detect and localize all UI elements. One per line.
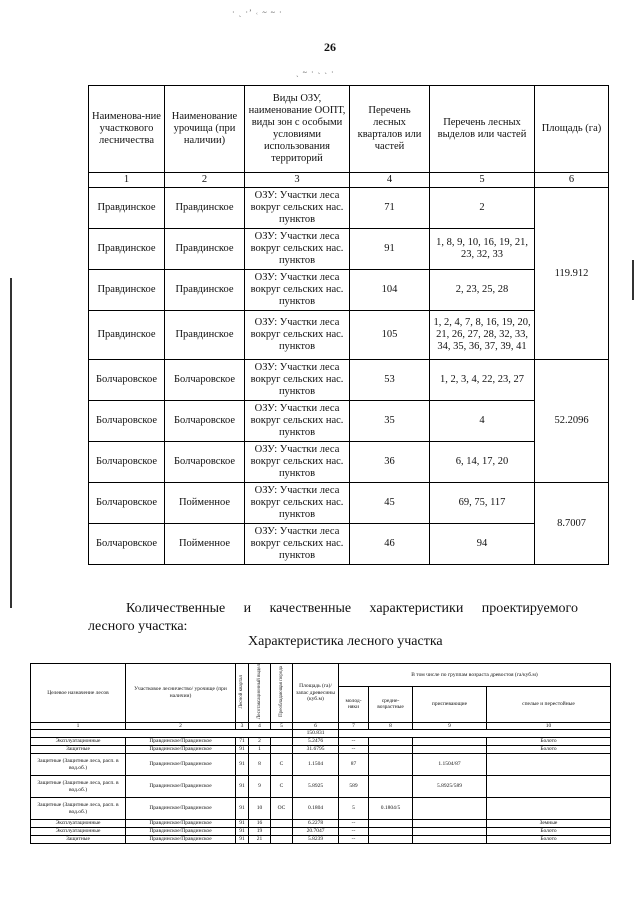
- margin-mark-left: [10, 278, 12, 608]
- cell-tract: Болчаровское: [165, 360, 245, 401]
- cell-tract: Правдинское/Правдинское: [126, 820, 236, 828]
- cell-quarter: 46: [350, 524, 430, 565]
- cell-mature: [487, 798, 611, 820]
- cell-mature: Болото: [487, 836, 611, 844]
- cell-ozu: ОЗУ: Участки леса вокруг сельских нас. пунктов: [245, 360, 350, 401]
- column-numbers-row: [89, 173, 609, 188]
- scan-noise-top: · ˎ ·ʼ ˓ ~ ~ ·: [232, 8, 283, 17]
- paragraph-word: и: [243, 601, 252, 616]
- cell-area: 6.2278: [293, 820, 339, 828]
- cell-middle: [369, 828, 413, 836]
- cell-young: --: [339, 828, 369, 836]
- table-row: [31, 738, 611, 746]
- col-number: 6: [293, 722, 339, 730]
- cell-tract: Болчаровское: [165, 401, 245, 442]
- table-row: [89, 401, 609, 442]
- cell-middle: [369, 746, 413, 754]
- cell-ripening: [413, 738, 487, 746]
- page-number: 26: [324, 40, 336, 54]
- cell-plot: 19: [249, 828, 271, 836]
- cell-middle: [369, 820, 413, 828]
- sh-ripening: приспевающие: [413, 686, 487, 722]
- section-heading: Характеристика лесного участка: [248, 634, 443, 649]
- col-number: 10: [487, 722, 611, 730]
- cell-quarter: 36: [350, 442, 430, 483]
- cell-tract: Правдинское: [165, 311, 245, 360]
- cell-young: --: [339, 820, 369, 828]
- cell-young: 87: [339, 754, 369, 776]
- header-plots: Перечень лесных выделов или частей: [430, 86, 535, 173]
- paragraph-word: характеристики: [369, 601, 464, 616]
- cell-ozu: ОЗУ: Участки леса вокруг сельских нас. пунктов: [245, 442, 350, 483]
- cell-ripening: 1.1504/87: [413, 754, 487, 776]
- header-area: Площадь (га): [535, 86, 609, 173]
- total-spacer: [339, 730, 611, 738]
- col-number: 4: [249, 722, 271, 730]
- cell-purpose: Эксплуатационные: [31, 828, 126, 836]
- cell-area: 8.7007: [535, 483, 609, 565]
- cell-forestry: Болчаровское: [89, 483, 165, 524]
- cell-area: 5.2476: [293, 738, 339, 746]
- col-number: 3: [236, 722, 249, 730]
- cell-mature: Болото: [487, 738, 611, 746]
- small-header-row: [31, 664, 611, 687]
- cell-species: С: [271, 776, 293, 798]
- cell-plots: 94: [430, 524, 535, 565]
- sh-young: молод-няки: [339, 686, 369, 722]
- cell-quarter: 71: [350, 188, 430, 229]
- header-ozu: Виды ОЗУ, наименование ООПТ, виды зон с особыми условиями использования территорий: [245, 86, 350, 173]
- cell-ozu: ОЗУ: Участки леса вокруг сельских нас. пунктов: [245, 229, 350, 270]
- cell-plot: 2: [249, 738, 271, 746]
- header-row: [89, 86, 609, 173]
- cell-plots: 69, 75, 117: [430, 483, 535, 524]
- table-row: [31, 820, 611, 828]
- col-number: 9: [413, 722, 487, 730]
- table-row: [89, 311, 609, 360]
- cell-ozu: ОЗУ: Участки леса вокруг сельских нас. пунктов: [245, 483, 350, 524]
- cell-ripening: [413, 828, 487, 836]
- cell-ripening: 5.8925/589: [413, 776, 487, 798]
- header-quarters: Перечень лесных кварталов или частей: [350, 86, 430, 173]
- cell-young: --: [339, 738, 369, 746]
- table-row: [89, 442, 609, 483]
- cell-tract: Правдинское/Правдинское: [126, 798, 236, 820]
- table-row: [89, 270, 609, 311]
- cell-quarter: 91: [236, 776, 249, 798]
- cell-plot: 16: [249, 820, 271, 828]
- table-row: [31, 828, 611, 836]
- sh-middle: средне-возрастные: [369, 686, 413, 722]
- cell-tract: Пойменное: [165, 524, 245, 565]
- cell-quarter: 105: [350, 311, 430, 360]
- cell-quarter: 91: [236, 754, 249, 776]
- table-row: [89, 188, 609, 229]
- scan-noise-sub: ˎ ~ · ˴ ˴ ·: [296, 68, 335, 77]
- cell-ripening: [413, 820, 487, 828]
- cell-ripening: [413, 836, 487, 844]
- cell-quarter: 91: [350, 229, 430, 270]
- margin-mark-right: [632, 260, 634, 300]
- cell-forestry: Болчаровское: [89, 360, 165, 401]
- cell-area: 31.6795: [293, 746, 339, 754]
- col-number: 5: [271, 722, 293, 730]
- cell-area: 20.7047: [293, 828, 339, 836]
- table-row: [89, 229, 609, 270]
- cell-plot: 1: [249, 746, 271, 754]
- paragraph-word: Количественные: [126, 601, 226, 616]
- sh-purpose: Целевое назначение лесов: [31, 664, 126, 723]
- paragraph-line-2: лесного участка:: [88, 619, 188, 634]
- cell-area: 52.2096: [535, 360, 609, 483]
- cell-plots: 4: [430, 401, 535, 442]
- cell-quarter: 91: [236, 836, 249, 844]
- cell-plots: 1, 8, 9, 10, 16, 19, 21, 23, 32, 33: [430, 229, 535, 270]
- cell-species: С: [271, 754, 293, 776]
- paragraph-word: проектируемого: [481, 601, 578, 616]
- cell-plot: 10: [249, 798, 271, 820]
- cell-ripening: [413, 798, 487, 820]
- sh-tract: Участковое лесничество/ урочище (при наличии): [126, 664, 236, 723]
- cell-tract: Правдинское/Правдинское: [126, 836, 236, 844]
- cell-purpose: Защитные (Защитные леса, расп. в вод.об.): [31, 754, 126, 776]
- cell-species: [271, 820, 293, 828]
- cell-forestry: Болчаровское: [89, 524, 165, 565]
- cell-plot: 9: [249, 776, 271, 798]
- cell-ripening: [413, 746, 487, 754]
- paragraph-line-1: [126, 601, 578, 617]
- table-row: [89, 360, 609, 401]
- cell-ozu: ОЗУ: Участки леса вокруг сельских нас. пунктов: [245, 401, 350, 442]
- table-row: [31, 776, 611, 798]
- col-number: 1: [31, 722, 126, 730]
- header-tract: Наименование урочища (при наличии): [165, 86, 245, 173]
- cell-mature: Земные: [487, 820, 611, 828]
- cell-tract: Правдинское/Правдинское: [126, 746, 236, 754]
- cell-young: 5: [339, 798, 369, 820]
- small-col-numbers: [31, 722, 611, 730]
- sh-area: Площадь (га)/запас древесины (куб.м): [293, 664, 339, 723]
- cell-purpose: Защитные (Защитные леса, расп. в вод.об.): [31, 776, 126, 798]
- cell-quarter: 91: [236, 798, 249, 820]
- cell-tract: Пойменное: [165, 483, 245, 524]
- cell-tract: Болчаровское: [165, 442, 245, 483]
- cell-area: 5.8925: [293, 776, 339, 798]
- cell-quarter: 91: [236, 820, 249, 828]
- cell-tract: Правдинское/Правдинское: [126, 738, 236, 746]
- cell-plots: 1, 2, 3, 4, 22, 23, 27: [430, 360, 535, 401]
- col-number: 3: [245, 173, 350, 188]
- col-number: 2: [126, 722, 236, 730]
- cell-forestry: Болчаровское: [89, 401, 165, 442]
- cell-mature: Болото: [487, 828, 611, 836]
- cell-forestry: Правдинское: [89, 311, 165, 360]
- table-row: [31, 754, 611, 776]
- cell-plots: 2, 23, 25, 28: [430, 270, 535, 311]
- sh-mature: спелые и перестойные: [487, 686, 611, 722]
- cell-mature: [487, 776, 611, 798]
- cell-plots: 2: [430, 188, 535, 229]
- cell-plots: 6, 14, 17, 20: [430, 442, 535, 483]
- cell-ozu: ОЗУ: Участки леса вокруг сельских нас. пунктов: [245, 311, 350, 360]
- cell-species: [271, 828, 293, 836]
- cell-area: 0.1804: [293, 798, 339, 820]
- sh-species-label: Преобладающая порода: [278, 666, 284, 717]
- cell-quarter: 91: [236, 746, 249, 754]
- cell-middle: [369, 776, 413, 798]
- cell-plots: 1, 2, 4, 7, 8, 16, 19, 20, 21, 26, 27, 28, 32, 33, 34, 35, 36, 37, 39, 41: [430, 311, 535, 360]
- sh-plot: [249, 664, 271, 723]
- cell-mature: [487, 754, 611, 776]
- cell-tract: Правдинское: [165, 188, 245, 229]
- total-spacer: [31, 730, 293, 738]
- sh-quarter-label: Лесной квартал: [239, 674, 245, 709]
- cell-plot: 21: [249, 836, 271, 844]
- cell-area: 119.912: [535, 188, 609, 360]
- cell-plot: 8: [249, 754, 271, 776]
- cell-quarter: 35: [350, 401, 430, 442]
- table-row: [31, 798, 611, 820]
- header-forestry: Наименова-ние участкового лесничества: [89, 86, 165, 173]
- sh-quarter: [236, 664, 249, 723]
- cell-area: 1.1504: [293, 754, 339, 776]
- total-area: 150.831: [293, 730, 339, 738]
- col-number: 4: [350, 173, 430, 188]
- table-row: [31, 746, 611, 754]
- col-number: 1: [89, 173, 165, 188]
- cell-ozu: ОЗУ: Участки леса вокруг сельских нас. пунктов: [245, 270, 350, 311]
- cell-forestry: Болчаровское: [89, 442, 165, 483]
- cell-forestry: Правдинское: [89, 229, 165, 270]
- table-row: [89, 524, 609, 565]
- col-number: 7: [339, 722, 369, 730]
- cell-tract: Правдинское/Правдинское: [126, 776, 236, 798]
- cell-species: [271, 836, 293, 844]
- cell-species: ОС: [271, 798, 293, 820]
- cell-young: --: [339, 836, 369, 844]
- cell-tract: Правдинское/Правдинское: [126, 754, 236, 776]
- cell-mature: Болото: [487, 746, 611, 754]
- characteristics-table: [30, 663, 611, 844]
- cell-quarter: 91: [236, 828, 249, 836]
- table-row: [89, 483, 609, 524]
- paragraph-word: качественные: [269, 601, 352, 616]
- cell-middle: [369, 836, 413, 844]
- table-row: [31, 836, 611, 844]
- cell-quarter: 53: [350, 360, 430, 401]
- cell-quarter: 71: [236, 738, 249, 746]
- sh-group: В том числе по группам возраста древостоя (га/куб.м): [339, 664, 611, 687]
- cell-species: [271, 738, 293, 746]
- cell-species: [271, 746, 293, 754]
- small-total-row: [31, 730, 611, 738]
- cell-middle: 0.1804/5: [369, 798, 413, 820]
- col-number: 5: [430, 173, 535, 188]
- sh-plot-label: Лесотаксационный выдел: [256, 664, 262, 720]
- cell-ozu: ОЗУ: Участки леса вокруг сельских нас. пунктов: [245, 188, 350, 229]
- cell-tract: Правдинское: [165, 229, 245, 270]
- sh-species: [271, 664, 293, 723]
- cell-purpose: Эксплуатационные: [31, 820, 126, 828]
- cell-forestry: Правдинское: [89, 188, 165, 229]
- col-number: 2: [165, 173, 245, 188]
- col-number: 8: [369, 722, 413, 730]
- cell-purpose: Защитные: [31, 746, 126, 754]
- cell-middle: [369, 738, 413, 746]
- cell-middle: [369, 754, 413, 776]
- cell-quarter: 45: [350, 483, 430, 524]
- cell-forestry: Правдинское: [89, 270, 165, 311]
- cell-ozu: ОЗУ: Участки леса вокруг сельских нас. пунктов: [245, 524, 350, 565]
- cell-purpose: Защитные (Защитные леса, расп. в вод.об.): [31, 798, 126, 820]
- cell-tract: Правдинское/Правдинское: [126, 828, 236, 836]
- forest-plots-table: [88, 85, 609, 565]
- cell-purpose: Эксплуатационные: [31, 738, 126, 746]
- cell-purpose: Защитные: [31, 836, 126, 844]
- cell-young: 589: [339, 776, 369, 798]
- cell-area: 5.8239: [293, 836, 339, 844]
- cell-quarter: 104: [350, 270, 430, 311]
- col-number: 6: [535, 173, 609, 188]
- cell-tract: Правдинское: [165, 270, 245, 311]
- cell-young: --: [339, 746, 369, 754]
